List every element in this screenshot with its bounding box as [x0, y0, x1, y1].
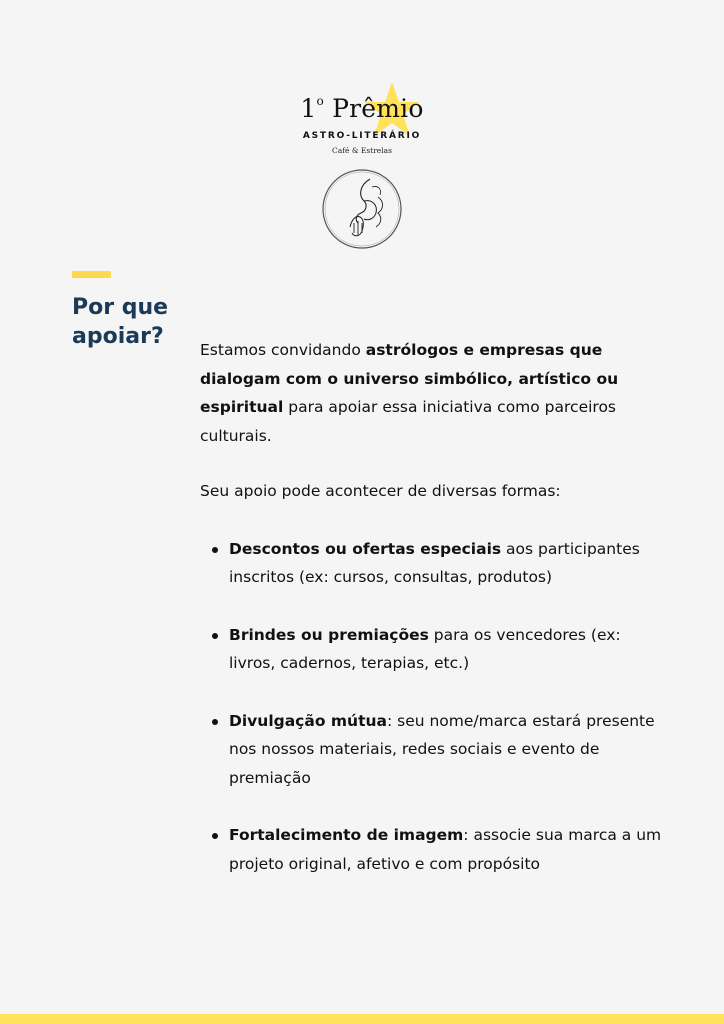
intro-paragraph: Estamos convidando astrólogos e empresas que dialogam com o universo simbólico, artístico ou espiritual para apoiar essa iniciativa como parceiros culturais.: [200, 341, 619, 445]
logo-subtitle: ASTRO-LITERÁRIO: [302, 131, 422, 141]
logo-tagline: Café & Estrelas: [332, 146, 392, 155]
list-item: Divulgação mútua: seu nome/marca estará presente nos nossos materiais, redes sociais e evento de premiação: [200, 707, 670, 793]
section-heading: Por que apoiar?: [72, 295, 169, 349]
logo-title: 1$^o$ Prêmio: [300, 93, 424, 123]
bottom-bar: [0, 1014, 724, 1024]
logo: [0, 80, 724, 155]
list-item: Fortalecimento de imagem: associe sua marca a um projeto original, afetivo e com propósito: [200, 821, 670, 878]
list-item: Brindes ou premiações para os vencedores (ex: livros, cadernos, terapias, etc.): [200, 621, 670, 678]
content: [200, 336, 670, 907]
lead-paragraph: Seu apoio pode acontecer de diversas formas:: [200, 482, 561, 500]
support-list: [200, 535, 670, 879]
accent-bar: [72, 271, 111, 278]
list-item: Descontos ou ofertas especiais aos participantes inscritos (ex: cursos, consultas, produtos): [200, 535, 670, 592]
emblem-icon: [320, 167, 404, 251]
